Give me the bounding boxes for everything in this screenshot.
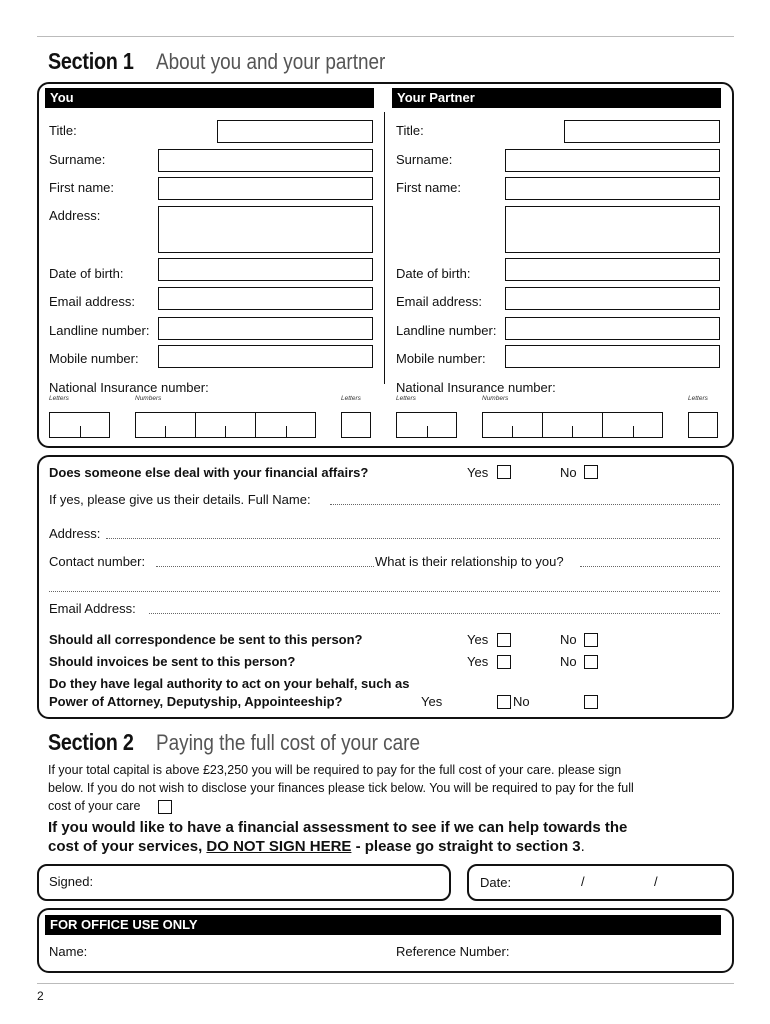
legal-yes-label: Yes: [421, 694, 443, 709]
legal-no-checkbox[interactable]: [584, 695, 598, 709]
bottom-rule: [37, 983, 734, 984]
you-ni-letters-label-end: Letters: [341, 395, 361, 402]
correspondence-yes-label: Yes: [467, 632, 489, 647]
correspondence-yes-checkbox[interactable]: [497, 633, 511, 647]
section2-para-line3: cost of your care: [48, 799, 141, 813]
page-number: 2: [37, 989, 44, 1003]
partner-title-field[interactable]: [564, 120, 720, 143]
assessment-line2-post: - please go straight to section 3: [351, 838, 581, 855]
partner-first-name-label: First name:: [396, 180, 462, 195]
partner-dob-field[interactable]: [505, 258, 720, 281]
partner-ni-numbers-label: Numbers: [482, 395, 509, 402]
invoices-question: Should invoices be sent to this person?: [49, 654, 296, 669]
correspondence-question: Should all correspondence be sent to this person?: [49, 632, 363, 647]
office-use-header: FOR OFFICE USE ONLY: [45, 915, 721, 935]
you-first-name-field[interactable]: [158, 177, 373, 200]
affairs-no-label: No: [560, 465, 577, 480]
invoices-no-checkbox[interactable]: [584, 655, 598, 669]
partner-address-field[interactable]: [505, 206, 720, 253]
partner-ni-label: National Insurance number:: [396, 380, 556, 395]
legal-no-label: No: [513, 694, 530, 709]
no-disclose-checkbox[interactable]: [158, 800, 172, 814]
partner-email-field[interactable]: [505, 287, 720, 310]
you-email-field[interactable]: [158, 287, 373, 310]
you-ni-letters-label: Letters: [49, 395, 69, 402]
you-address-field[interactable]: [158, 206, 373, 253]
you-dob-field[interactable]: [158, 258, 373, 281]
legal-question-line2: Power of Attorney, Deputyship, Appointeeship?: [49, 694, 343, 709]
email-address-label: Email Address:: [49, 601, 136, 616]
ni-divider: [165, 426, 166, 438]
section2-para-line1: If your total capital is above £23,250 you will be required to pay for the full cost of your care. please sign: [48, 763, 622, 777]
assessment-line1: If you would like to have a financial assessment to see if we can help towards the: [48, 819, 628, 836]
relationship-line[interactable]: [580, 566, 720, 567]
you-first-name-label: First name:: [49, 180, 115, 195]
signed-field[interactable]: [37, 864, 451, 901]
you-surname-field[interactable]: [158, 149, 373, 172]
affairs-yes-checkbox[interactable]: [497, 465, 511, 479]
partner-email-label: Email address:: [396, 294, 482, 309]
assessment-line2: [48, 837, 585, 857]
you-ni-suffix-box[interactable]: [341, 412, 371, 438]
ni-divider: [427, 426, 428, 438]
affairs-question: Does someone else deal with your financial affairs?: [49, 465, 369, 480]
you-surname-label: Surname:: [49, 152, 106, 167]
do-not-sign-here: DO NOT SIGN HERE: [206, 838, 352, 855]
assessment-line2-pre: cost of your services,: [48, 838, 207, 855]
partner-title-label: Title:: [396, 123, 424, 138]
contact-number-label: Contact number:: [49, 554, 146, 569]
you-ni-numbers-label: Numbers: [135, 395, 162, 402]
full-name-line[interactable]: [330, 504, 720, 505]
ni-divider: [542, 412, 543, 438]
ni-divider: [195, 412, 196, 438]
affairs-no-checkbox[interactable]: [584, 465, 598, 479]
address-line[interactable]: [106, 538, 720, 539]
correspondence-no-checkbox[interactable]: [584, 633, 598, 647]
email-address-line[interactable]: [149, 613, 720, 614]
you-mobile-label: Mobile number:: [49, 351, 139, 366]
you-dob-label: Date of birth:: [49, 266, 124, 281]
relationship-label: What is their relationship to you?: [375, 554, 564, 569]
partner-mobile-label: Mobile number:: [396, 351, 486, 366]
ni-divider: [255, 412, 256, 438]
top-rule: [37, 36, 734, 37]
you-ni-label: National Insurance number:: [49, 380, 209, 395]
partner-mobile-field[interactable]: [505, 345, 720, 368]
partner-header: Your Partner: [392, 88, 721, 108]
legal-question-line1: Do they have legal authority to act on your behalf, such as: [49, 676, 410, 691]
correspondence-no-label: No: [560, 632, 577, 647]
ni-divider: [572, 426, 573, 438]
you-landline-label: Landline number:: [49, 323, 150, 338]
partner-surname-field[interactable]: [505, 149, 720, 172]
partner-surname-label: Surname:: [396, 152, 453, 167]
partner-ni-suffix-box[interactable]: [688, 412, 718, 438]
ni-divider: [512, 426, 513, 438]
you-address-label: Address:: [49, 208, 101, 223]
partner-first-name-field[interactable]: [505, 177, 720, 200]
extra-line[interactable]: [49, 591, 720, 592]
you-mobile-field[interactable]: [158, 345, 373, 368]
section2-number: Section 2: [48, 729, 134, 755]
ni-divider: [633, 426, 634, 438]
contact-number-line[interactable]: [156, 566, 374, 567]
you-landline-field[interactable]: [158, 317, 373, 340]
affairs-yes-label: Yes: [467, 465, 489, 480]
section2-title: Paying the full cost of your care: [156, 730, 420, 755]
office-reference-label: Reference Number:: [396, 944, 510, 959]
partner-ni-letters-label-end: Letters: [688, 395, 708, 402]
invoices-yes-checkbox[interactable]: [497, 655, 511, 669]
assessment-line2-end: .: [580, 838, 585, 855]
you-title-field[interactable]: [217, 120, 373, 143]
partner-dob-label: Date of birth:: [396, 266, 471, 281]
legal-yes-checkbox[interactable]: [497, 695, 511, 709]
section2-para-line2: below. If you do not wish to disclose your finances please tick below. You will be required to pay for the full: [48, 781, 634, 795]
you-email-label: Email address:: [49, 294, 135, 309]
section1-title: About you and your partner: [156, 49, 386, 74]
ni-divider: [602, 412, 603, 438]
full-name-label: If yes, please give us their details. Full Name:: [49, 492, 311, 507]
office-name-label: Name:: [49, 944, 88, 959]
ni-divider: [225, 426, 226, 438]
address-label: Address:: [49, 526, 101, 541]
column-divider: [384, 112, 385, 384]
partner-landline-field[interactable]: [505, 317, 720, 340]
date-slash-2: /: [654, 874, 658, 889]
partner-landline-label: Landline number:: [396, 323, 497, 338]
date-label: Date:: [480, 875, 512, 890]
you-header: You: [45, 88, 374, 108]
invoices-yes-label: Yes: [467, 654, 489, 669]
date-slash-1: /: [581, 874, 585, 889]
signed-label: Signed:: [49, 874, 94, 889]
invoices-no-label: No: [560, 654, 577, 669]
ni-divider: [286, 426, 287, 438]
you-title-label: Title:: [49, 123, 77, 138]
partner-ni-letters-label: Letters: [396, 395, 416, 402]
section1-number: Section 1: [48, 48, 134, 74]
ni-divider: [80, 426, 81, 438]
